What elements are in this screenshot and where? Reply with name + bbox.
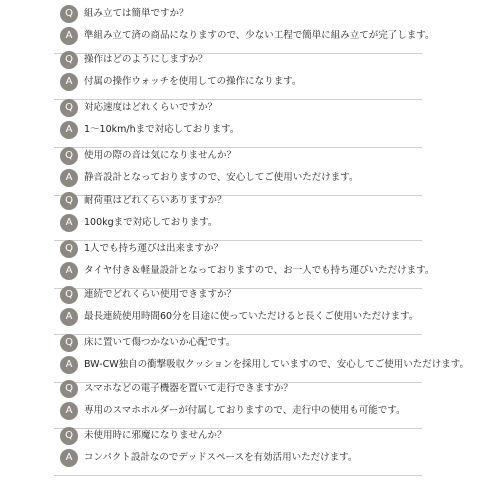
faq-answer xyxy=(54,211,422,235)
answer-badge: A xyxy=(60,402,78,420)
faq-question xyxy=(54,96,422,120)
answer-text: 1〜10km/hまで対応しております。 xyxy=(84,124,240,135)
question-badge: Q xyxy=(60,99,78,117)
faq-question xyxy=(54,424,422,448)
question-text: スマホなどの電子機器を置いて走行できますか？ xyxy=(84,383,293,394)
question-text: 未使用時に邪魔になりませんか？ xyxy=(84,430,227,441)
answer-badge: A xyxy=(60,121,78,139)
faq-answer xyxy=(54,24,435,48)
faq-question xyxy=(54,377,422,401)
answer-badge: A xyxy=(60,449,78,467)
answer-badge: A xyxy=(60,73,78,91)
answer-badge: A xyxy=(60,308,78,326)
question-badge: Q xyxy=(60,380,78,398)
faq-question xyxy=(54,2,422,26)
faq-question xyxy=(54,144,422,168)
faq-question xyxy=(54,237,422,261)
answer-badge: A xyxy=(60,27,78,45)
question-text: 耐荷重はどれくらいありますか？ xyxy=(84,195,227,206)
answer-badge: A xyxy=(60,356,78,374)
question-text: 1人でも持ち運びは出来ますか？ xyxy=(84,243,224,254)
answer-text: 付属の操作ウォッチを使用しての操作になります。 xyxy=(84,76,302,87)
faq-question xyxy=(54,283,422,307)
answer-badge: A xyxy=(60,169,78,187)
question-badge: Q xyxy=(60,5,78,23)
answer-text: 100kgまで対応しております。 xyxy=(84,217,218,228)
question-badge: Q xyxy=(60,147,78,165)
question-text: 操作はどのようにしますか？ xyxy=(84,54,208,65)
faq-answer xyxy=(54,305,422,329)
answer-text: 最長連続使用時間60分を目途に使っていただけると長くご使用いただけます。 xyxy=(84,311,419,322)
question-text: 使用の際の音は気になりませんか？ xyxy=(84,150,237,161)
faq-answer xyxy=(54,166,422,190)
answer-text: 静音設計となっておりますので、安心してご使用いただけます。 xyxy=(84,172,359,183)
question-text: 床に置いて傷つかないか心配です。 xyxy=(84,337,236,348)
question-text: 連続でどれくらい使用できますか？ xyxy=(84,289,237,300)
answer-text: タイヤ付き＆軽量設計となっておりますので、お一人でも持ち運びいただけます。 xyxy=(84,265,435,276)
question-text: 対応速度はどれくらいですか？ xyxy=(84,102,218,113)
faq-answer xyxy=(54,399,422,423)
question-badge: Q xyxy=(60,286,78,304)
question-badge: Q xyxy=(60,240,78,258)
answer-text: 専用のスマホホルダーが付属しておりますので、走行中の使用も可能です。 xyxy=(84,405,406,416)
question-badge: Q xyxy=(60,427,78,445)
answer-badge: A xyxy=(60,262,78,280)
question-text: 組み立ては簡単ですか？ xyxy=(84,8,189,19)
faq-question xyxy=(54,48,422,72)
faq-answer xyxy=(54,446,422,470)
question-badge: Q xyxy=(60,51,78,69)
question-badge: Q xyxy=(60,192,78,210)
faq-question xyxy=(54,189,422,213)
faq-answer xyxy=(54,118,422,142)
faq-answer xyxy=(54,70,422,94)
question-badge: Q xyxy=(60,334,78,352)
faq-question xyxy=(54,331,422,355)
answer-badge: A xyxy=(60,214,78,232)
faq-answer xyxy=(54,353,470,377)
answer-text: コンパクト設計なのでデッドスペースを有効活用いただけます。 xyxy=(84,452,358,463)
answer-text: BW-CW独自の衝撃吸収クッションを採用していますので、安心してご使用いただけます。 xyxy=(84,359,470,370)
answer-text: 準組み立て済の商品になりますので、少ない工程で簡単に組み立てが完了します。 xyxy=(84,30,435,41)
faq-answer xyxy=(54,259,435,283)
